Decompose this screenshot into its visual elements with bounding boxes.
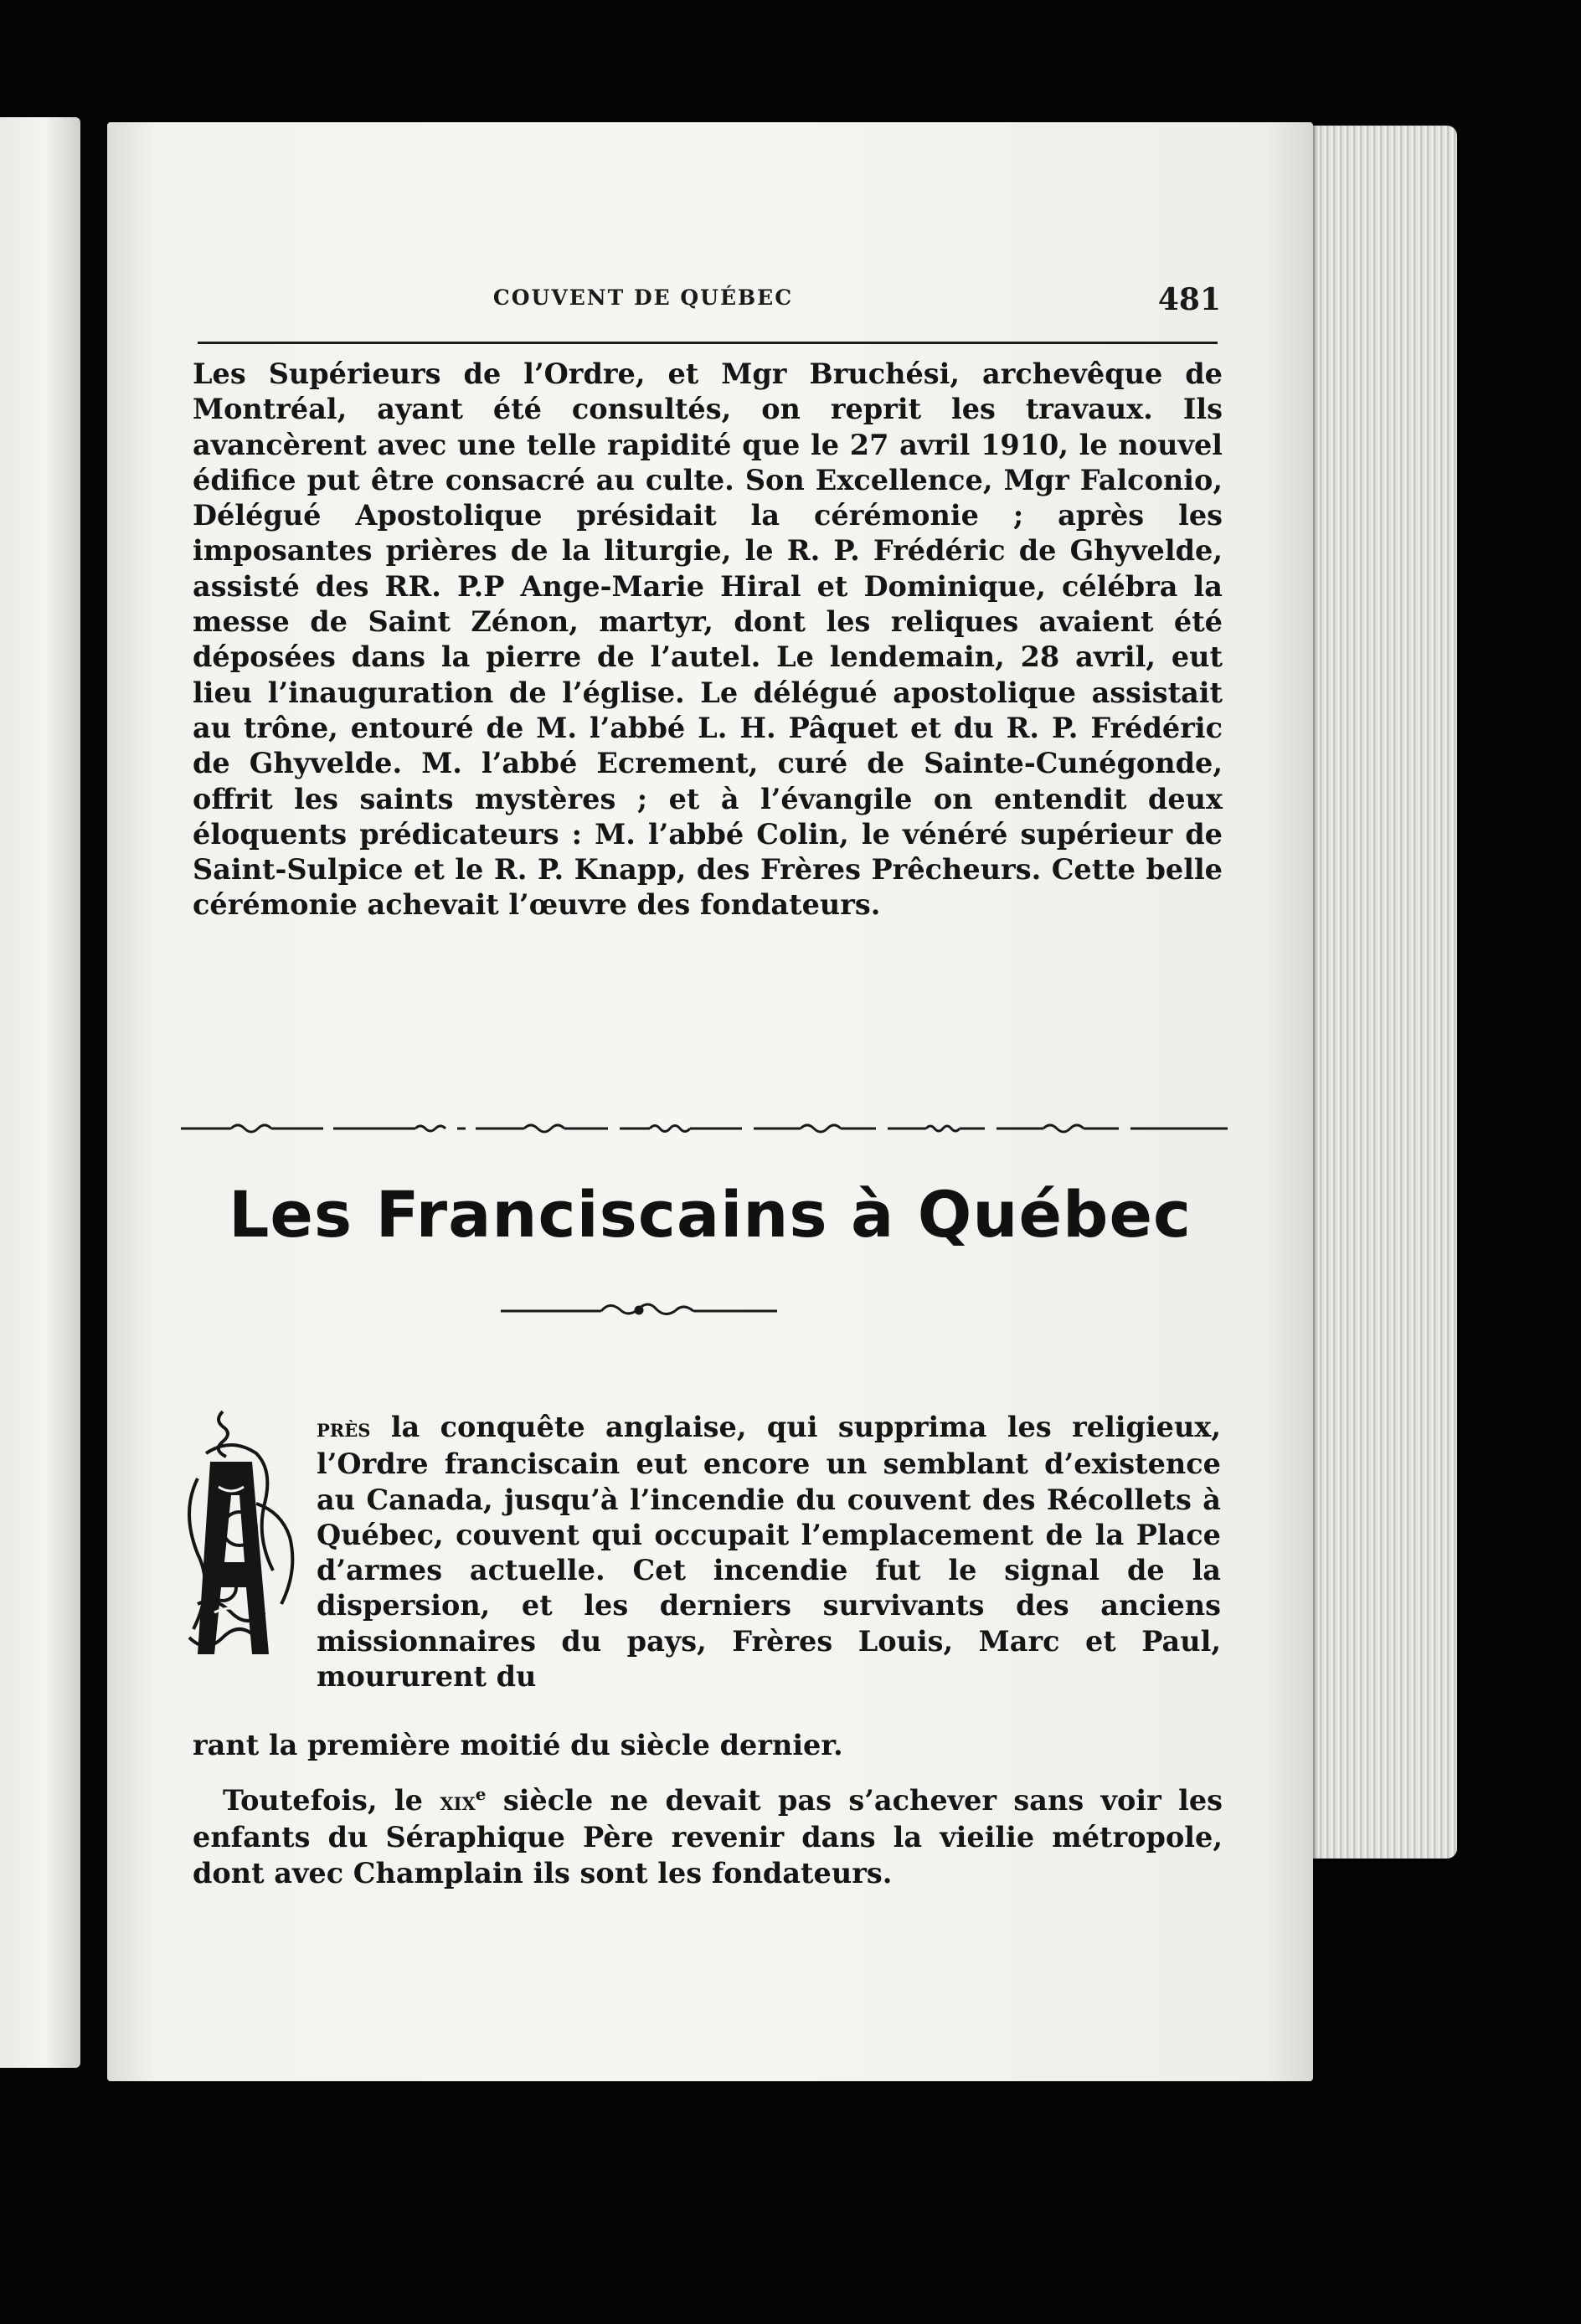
paragraph-consecration: Les Supérieurs de l’Ordre, et Mgr Bruchési, archevêque de Montréal, ayant été consultés, on reprit les travaux. Ils avancèrent avec une telle rapidité que le 27 avril 1910, le nouvel édifice put être consacré au culte. Son Excellence, Mgr Falconio, Délégué Apostolique présidait la cérémonie ; après les imposantes prières de la liturgie, le R. P. Frédéric de Ghyvelde, assisté des RR. P.P Ange-Marie Hiral et Dominique, célébra la messe de Saint Zénon, martyr, dont les reliques avaient été déposées dans la pierre de l’autel. Le lendemain, 28 avril, eut lieu l’inauguration de l’église. Le délégué apostolique assistait au trône, entouré de M. l’abbé L. H. Pâquet et du R. P. Frédéric de Ghyvelde. M. l’abbé Ecrement, curé de Sainte-Cunégonde, offrit les saints mystères ; et à l’évangile on entendit deux éloquents prédicateurs : M. l’abbé Colin, le vénéré supérieur de Saint-Sulpice et le R. P. Knapp, des Frères Prêcheurs. Cette belle cérémonie achevait l’œuvre des fondateurs. (193, 357, 1223, 922)
book-page (107, 122, 1313, 2081)
paragraph-start: Toutefois, le (223, 1784, 423, 1818)
header-rule (198, 342, 1218, 344)
paragraph-after-conquest-tail: rant la première moitié du siècle dernier. (193, 1729, 843, 1761)
running-head (191, 282, 1221, 336)
page-number: 481 (1157, 282, 1221, 317)
dropcap-letter: A (173, 1392, 183, 1406)
paragraph-lead-word: près (317, 1414, 371, 1443)
section-divider-ornament (181, 1118, 1228, 1139)
paragraph-body: la conquête anglaise, qui supprima les religieux, l’Ordre franciscain eut encore un semblant d’existence au Canada, jusqu’à l’incendie du couvent des Récollets à Québec, couvent qui occupait l’emplacement de la Place d’armes actuelle. Cet incendie fut le signal de la dispersion, et les derniers survivants des anciens missionnaires du pays, Frères Louis, Marc et Paul, moururent du (317, 1411, 1221, 1694)
paragraph-toutefois (193, 1776, 1223, 1891)
century-suffix: e (475, 1784, 487, 1804)
dropcap-ornamental-letter (173, 1392, 306, 1671)
paragraph-after-conquest (317, 1410, 1221, 1694)
paragraph-rest: siècle ne devait pas s’achever sans voir les enfants du Séraphique Père revenir dans la vieilie métropole, dont avec Champlain ils sont les fondateurs. (193, 1784, 1223, 1890)
section-title: Les Franciscains à Québec (228, 1177, 1192, 1252)
century-numeral: xix (440, 1787, 476, 1818)
page-stack-edge (1290, 126, 1457, 1859)
title-ornament (501, 1298, 777, 1324)
left-facing-page-edge (0, 117, 80, 2068)
running-head-title: COUVENT DE QUÉBEC (492, 285, 794, 310)
